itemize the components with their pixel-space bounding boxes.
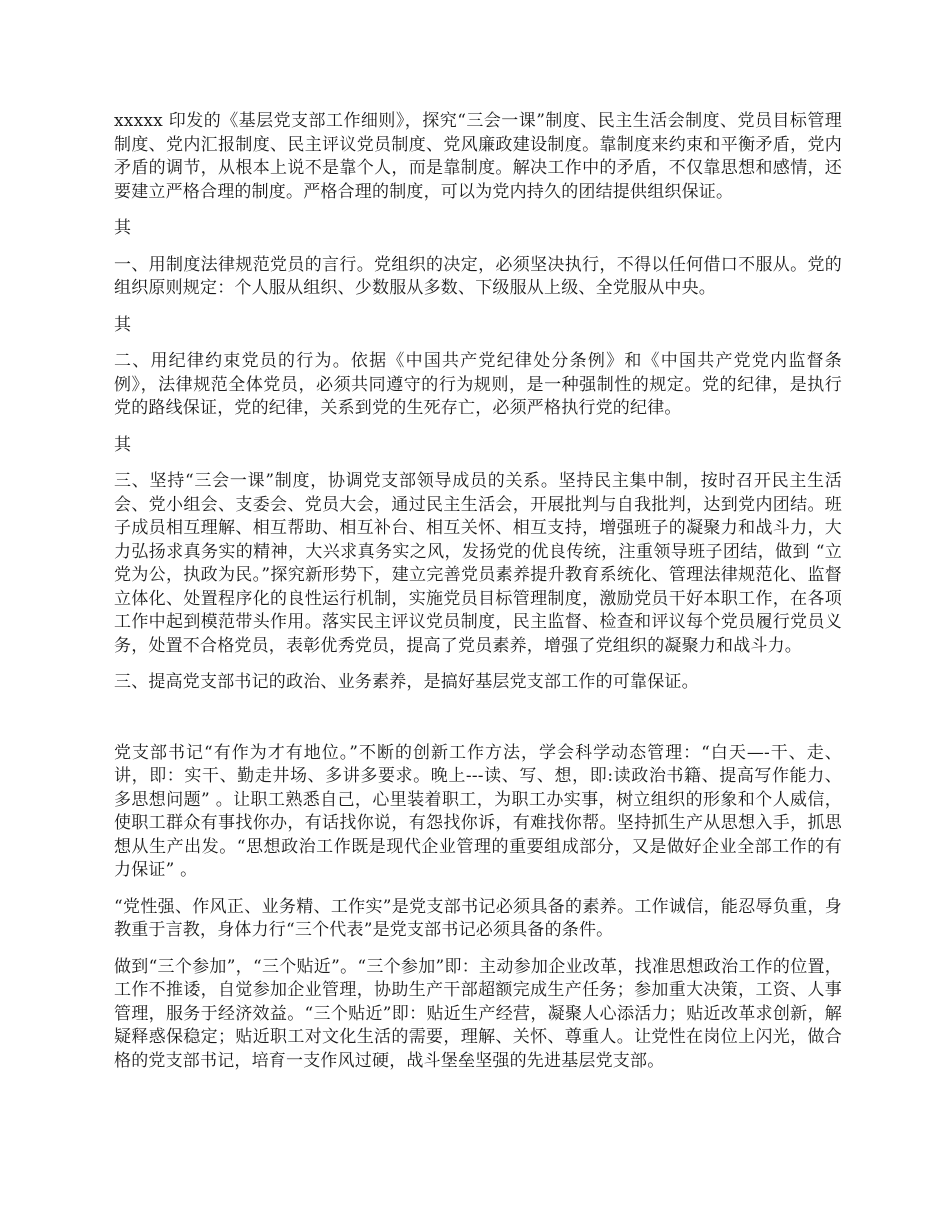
paragraph-marker: 其 — [114, 314, 132, 335]
paragraph-secretary-role: 党支部书记“有作为才有地位。”不断的创新工作方法，学会科学动态管理：“白天—-干、走、讲，即：实干、勤走井场、多讲多要求。晚上---读、写、想，即:读政治书籍、提高写作能力、多思想问题” 。让职工熟悉自己，心里装着职工，为职工办实事，树立组织的形象和个人威信，使职工群众有事找你办，有话找你说，有怨找你诉，有难找你帮。坚持抓生产从思想入手，抓思想从生产出发。“思想政治工作既是现代企业管理的重要组成部分，又是做好企业全部工作的有力保证” 。 — [114, 742, 842, 880]
paragraph-section-2: 二、用纪律约束党员的行为。依据《中国共产党纪律处分条例》和《中国共产党党内监督条例》，法律规范全体党员，必须共同遵守的行为规则，是一种强制性的规定。党的纪律，是执行党的路线保证，党的纪律，关系到党的生死存亡，必须严格执行党的纪律。 — [114, 351, 842, 418]
paragraph-marker: 其 — [114, 434, 132, 455]
paragraph-intro: xxxxx 印发的《基层党支部工作细则》，探究“三会一课”制度、民主生活会制度、党员目标管理制度、党内汇报制度、民主评议党员制度、党风廉政建设制度。靠制度来约束和平衡矛盾，党内矛盾的调节，从根本上说不是靠个人，而是靠制度。解决工作中的矛盾，不仅靠思想和感情，还要建立严格合理的制度。严格合理的制度，可以为党内持久的团结提供组织保证。 — [114, 111, 842, 202]
paragraph-secretary-qualities: “党性强、作风正、业务精、工作实”是党支部书记必须具备的素养。工作诚信，能忍辱负重，身教重于言教，身体力行“三个代表”是党支部书记必须具备的条件。 — [114, 896, 842, 940]
document-page — [114, 110, 842, 1086]
paragraph-section-3: 三、坚持“三会一课”制度，协调党支部领导成员的关系。坚持民主集中制，按时召开民主生活会、党小组会、支委会、党员大会，通过民主生活会，开展批判与自我批判，达到党内团结。班子成员相互理解、相互帮助、相互补台、相互关怀、相互支持，增强班子的凝聚力和战斗力，大力弘扬求真务实的精神，大兴求真务实之风，发扬党的优良传统，注重领导班子团结，做到 “立党为公，执政为民。”探究新形势下，建立完善党员素养提升教育系统化、管理法律规范化、监督立体化、处置程序化的良性运行机制，实施党员目标管理制度，激励党员干好本职工作，在各项工作中起到模范带头作用。落实民主评议党员制度，民主监督、检查和评议每个党员履行党员义务，处置不合格党员，表彰优秀党员，提高了党员素养，增强了党组织的凝聚力和战斗力。 — [114, 471, 842, 656]
paragraph-marker: 其 — [114, 218, 132, 238]
paragraph-three-participations: 做到“三个参加”，“三个贴近”。“三个参加”即：主动参加企业改革，找准思想政治工作的位置，工作不推诿，自觉参加企业管理，协助生产干部超额完成生产任务；参加重大决策，工资、人事管理，服务于经济效益。“三个贴近”即：贴近生产经营，凝聚人心添活力；贴近改革求创新，解疑释惑保稳定；贴近职工对文化生活的需要，理解、关怀、尊重人。让党性在岗位上闪光，做合格的党支部书记，培育一支作风过硬，战斗堡垒坚强的先进基层党支部。 — [114, 956, 842, 1071]
blank-gap — [114, 708, 842, 742]
paragraph-section-3-heading: 三、提高党支部书记的政治、业务素养，是搞好基层党支部工作的可靠保证。 — [114, 672, 699, 692]
paragraph-section-1: 一、用制度法律规范党员的言行。党组织的决定，必须坚决执行，不得以任何借口不服从。党的组织原则规定：个人服从组织、少数服从多数、下级服从上级、全党服从中央。 — [114, 254, 842, 298]
